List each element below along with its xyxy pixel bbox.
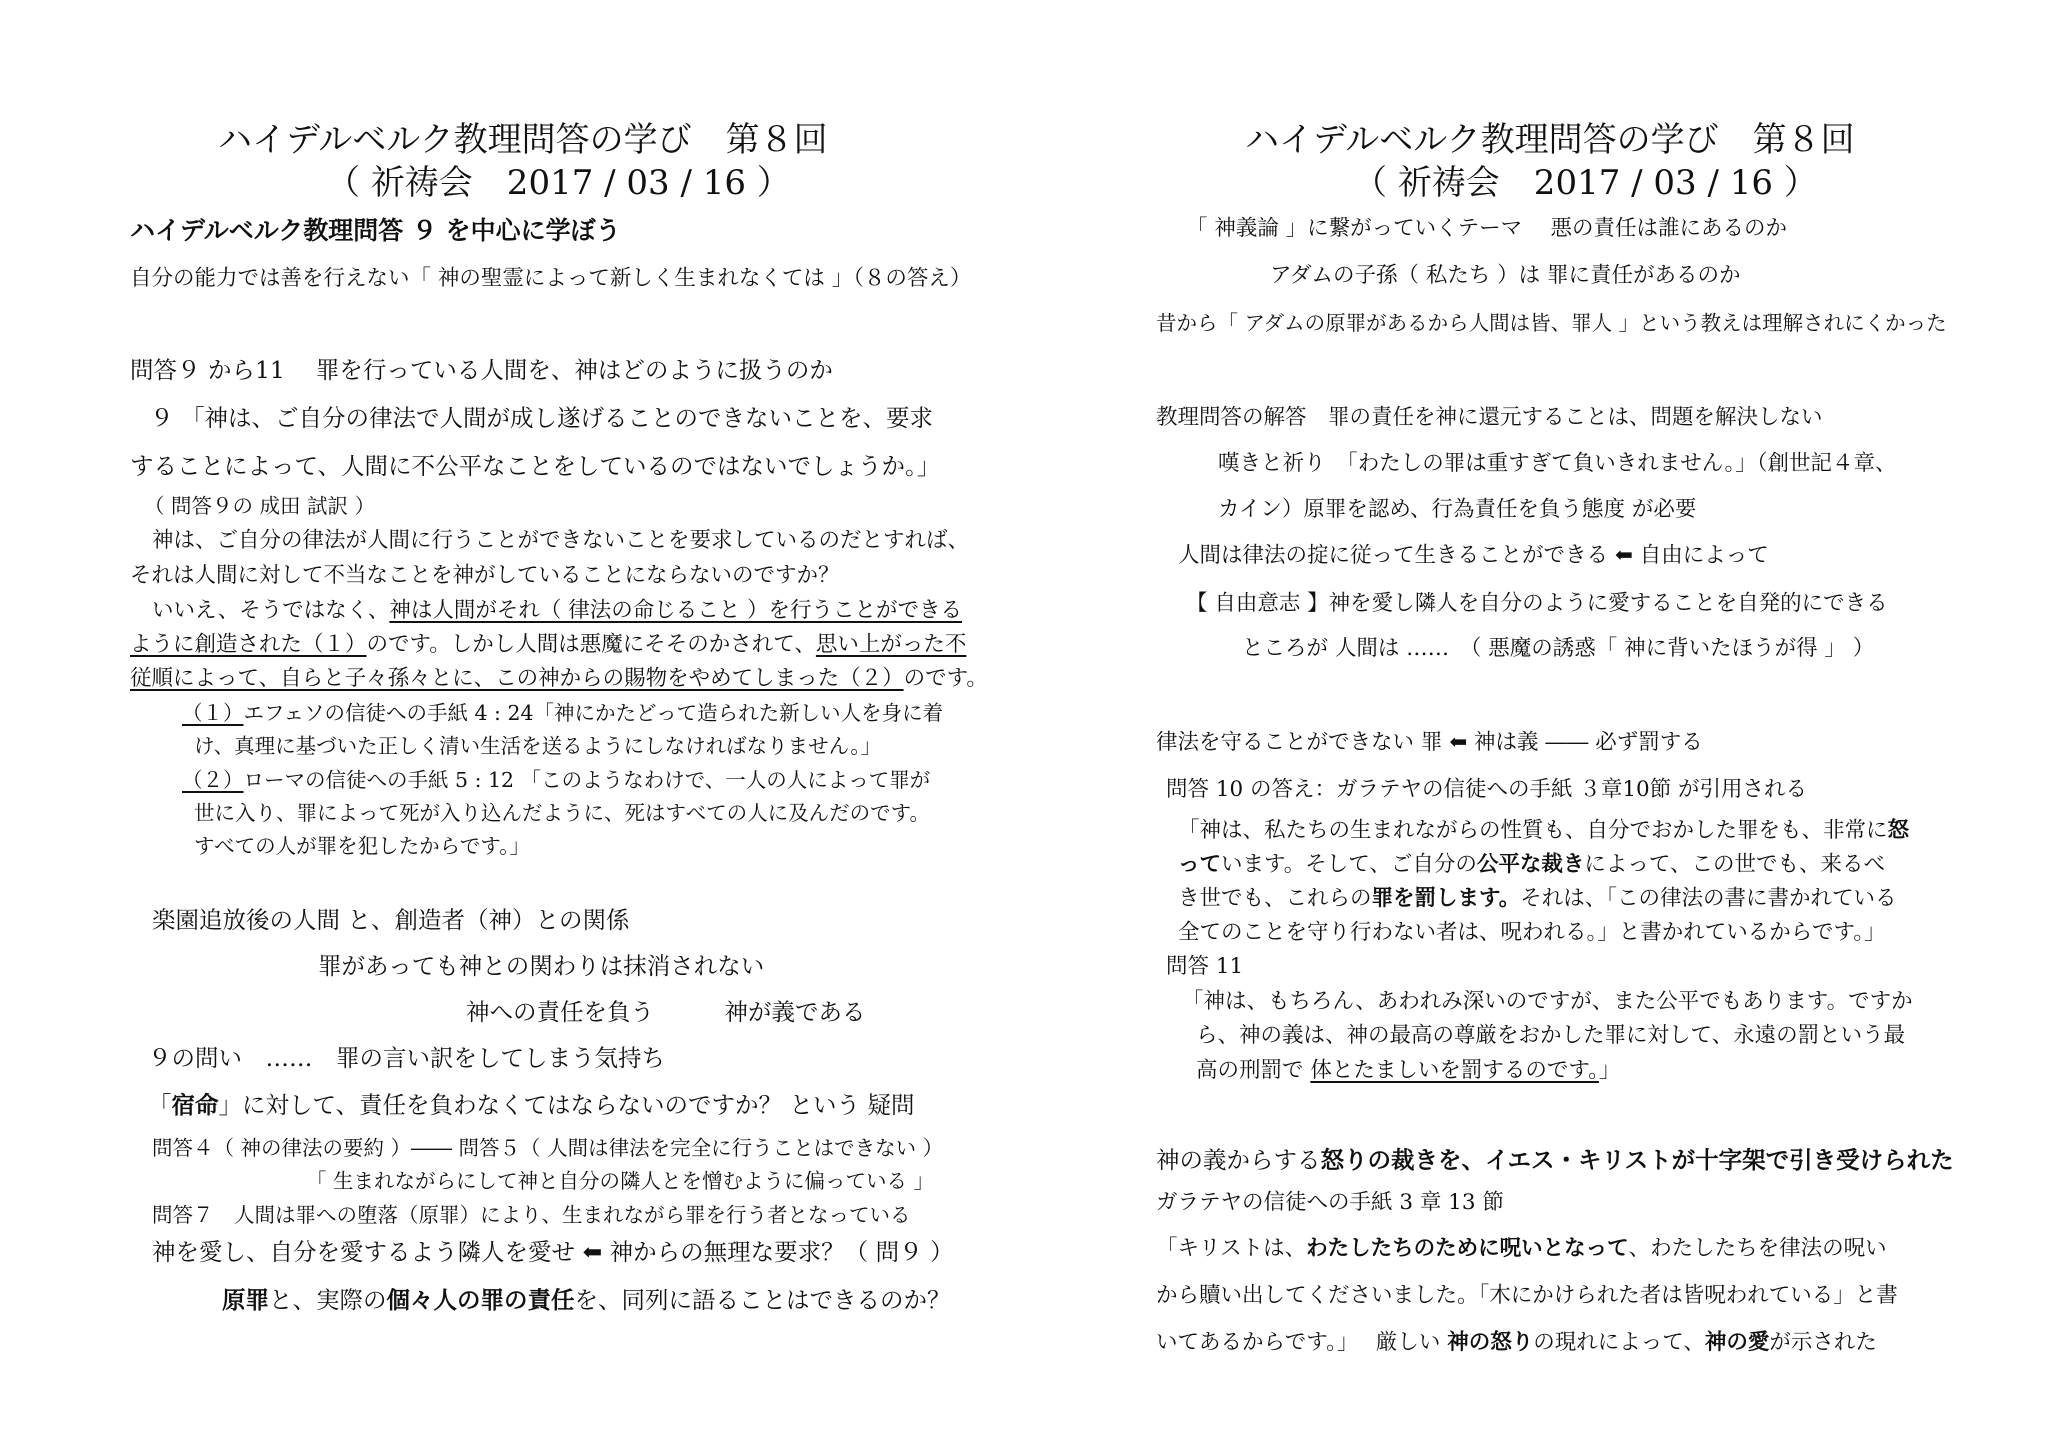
ref2-line3: すべての人が罪を犯したからです。」 bbox=[194, 834, 530, 858]
relationship: 楽園追放後の人間 と、創造者（神）との関係 bbox=[152, 906, 630, 934]
answer-line4: ように創造された（１）のです。しかし人間は悪魔にそそのかされて、思い上がった不 bbox=[130, 632, 967, 657]
ref2-line1: （２）ローマの信徒への手紙 5 : 12 「このようなわけで、一人の人によって罪が bbox=[182, 768, 931, 792]
q4-q5: 問答４（ 神の律法の要約 ）―― 問答５（ 人間は律法を完全に行うことはできない ） bbox=[152, 1136, 944, 1160]
lament-2: カイン）原罪を認め、行為責任を負う態度 が必要 bbox=[1218, 497, 1697, 522]
relationship-2: 罪があっても神との関わりは抹消されない bbox=[318, 952, 765, 980]
but-humans: ところが 人間は …… （ 悪魔の誘惑「 神に背いたほうが得 」 ） bbox=[1242, 636, 1875, 661]
arrow-left-icon: ⬅ bbox=[1614, 543, 1633, 568]
christ-2: から贖い出してくださいました。「木にかけられた者は皆呪われている」と書 bbox=[1156, 1283, 1898, 1308]
original-sin-question: 原罪と、実際の個々人の罪の責任を、同列に語ることはできるのか？ bbox=[222, 1286, 951, 1314]
love-command: 神を愛し、自分を愛するよう隣人を愛せ ⬅ 神からの無理な要求？（ 問９ ） bbox=[152, 1238, 954, 1266]
arrow-left-icon: ⬅ bbox=[582, 1238, 603, 1266]
q11-line1: 「神は、もちろん、あわれみ深いのですが、また公平でもあります。ですか bbox=[1182, 989, 1913, 1014]
free-will: 【 自由意志 】神を愛し隣人を自分のように愛することを自発的にできる bbox=[1186, 591, 1888, 616]
q11-line2: ら、神の義は、神の最高の尊厳をおかした罪に対して、永遠の罰という最 bbox=[1196, 1023, 1906, 1048]
fate-question: 「宿命」に対して、責任を負わなくてはならないのですか？ という 疑問 bbox=[148, 1091, 915, 1119]
galatians-2: っています。そして、ご自分の公平な裁きによって、この世でも、来るべ bbox=[1178, 852, 1885, 877]
galatians-4: 全てのことを守り行わない者は、呪われる。」と書かれているからです。」 bbox=[1178, 920, 1886, 945]
ref1-line2: け、真理に基づいた正しく清い生活を送るようにしなければなりません。」 bbox=[194, 734, 882, 758]
ref1-line1: （１）エフェソの信徒への手紙 4 : 24「神にかたどって造られた新しい人を身に着 bbox=[182, 701, 944, 725]
catechism-answer: 教理問答の解答 罪の責任を神に還元することは、問題を解決しない bbox=[1156, 405, 1823, 430]
arrow-left-icon: ⬅ bbox=[1449, 730, 1468, 755]
ref2-line2: 世に入り、罪によって死が入り込んだように、死はすべての人に及んだのです。 bbox=[194, 801, 930, 825]
answer-line1: 神は、ご自分の律法が人間に行うことができないことを要求しているのだとすれば、 bbox=[152, 528, 970, 553]
galatians-1: 「神は、私たちの生まれながらの性質も、自分でおかした罪をも、非常に怒 bbox=[1178, 818, 1910, 843]
q11-line3: 高の刑罰で 体とたましいを罰するのです。」 bbox=[1196, 1058, 1621, 1083]
q-range: 問答９ から11 罪を行っている人間を、神はどのように扱うのか bbox=[130, 356, 833, 384]
theme-1: 「 神義論 」に繋がっていくテーマ 悪の責任は誰にあるのか bbox=[1186, 216, 1788, 241]
left-title: ハイデルベルク教理問答の学び 第８回 bbox=[218, 120, 828, 160]
christ-3: いてあるからです。」 厳しい 神の怒りの現れによって、神の愛が示された bbox=[1156, 1330, 1877, 1355]
relationship-3: 神への責任を負う 神が義である bbox=[466, 998, 866, 1026]
right-title: ハイデルベルク教理問答の学び 第８回 bbox=[1245, 120, 1855, 160]
q11-label: 問答 11 bbox=[1166, 954, 1244, 979]
q9-question: ９の問い …… 罪の言い訳をしてしまう気持ち bbox=[148, 1044, 665, 1072]
theme-3: 昔から「 アダムの原罪があるから人間は皆、罪人 」という教えは理解されにくかった bbox=[1156, 311, 1947, 335]
cannot-keep-law: 律法を守ることができない 罪 ⬅ 神は義 ―― 必ず罰する bbox=[1156, 730, 1703, 755]
lament-1: 嘆きと祈り 「わたしの罪は重すぎて負いきれません。」（創世記４章、 bbox=[1218, 451, 1897, 476]
theme-2: アダムの子孫（ 私たち ）は 罪に責任があるのか bbox=[1270, 263, 1741, 288]
answer-line5: 従順によって、自らと子々孫々とに、この神からの賜物をやめてしまった（２）のです。 bbox=[130, 666, 988, 691]
answer-line3: いいえ、そうではなく、神は人間がそれ（ 律法の命じること ）を行うことができる bbox=[152, 598, 963, 623]
q10-answer: 問答 10 の答え：ガラテヤの信徒への手紙 ３章10節 が引用される bbox=[1166, 777, 1808, 802]
freedom: 人間は律法の掟に従って生きることができる ⬅ 自由によって bbox=[1178, 543, 1769, 568]
right-subtitle: （ 祈祷会 2017 / 03 / 16 ） bbox=[1353, 163, 1818, 203]
q5-quote: 「 生まれながらにして神と自分の隣人とを憎むように偏っている 」 bbox=[306, 1169, 935, 1193]
q9-line2: することによって、人間に不公平なことをしているのではないでしょうか。」 bbox=[130, 452, 941, 480]
left-intro: 自分の能力では善を行えない「 神の聖霊によって新しく生まれなくては 」（８の答え） bbox=[130, 266, 972, 291]
left-heading: ハイデルベルク教理問答 ９ を中心に学ぼう bbox=[130, 216, 621, 245]
q9-line1: ９ 「神は、ご自分の律法で人間が成し遂げることのできないことを、要求 bbox=[150, 404, 933, 432]
left-subtitle: （ 祈祷会 2017 / 03 / 16 ） bbox=[326, 163, 791, 203]
wrath-judgment: 神の義からする怒りの裁きを、イエス・キリストが十字架で引き受けられた bbox=[1156, 1146, 1954, 1174]
christ-1: 「キリストは、わたしたちのために呪いとなって、わたしたちを律法の呪い bbox=[1156, 1236, 1887, 1261]
q7: 問答７ 人間は罪への堕落（原罪）により、生まれながら罪を行う者となっている bbox=[152, 1203, 911, 1227]
galatians-3: き世でも、これらの罪を罰します。それは、「この律法の書に書かれている bbox=[1178, 886, 1897, 911]
galatians-ref: ガラテヤの信徒への手紙 3 章 13 節 bbox=[1156, 1190, 1504, 1215]
q9-note: （ 問答９の 成田 試訳 ） bbox=[144, 494, 376, 518]
answer-line2: それは人間に対して不当なことを神がしていることにならないのですか？ bbox=[130, 563, 840, 588]
